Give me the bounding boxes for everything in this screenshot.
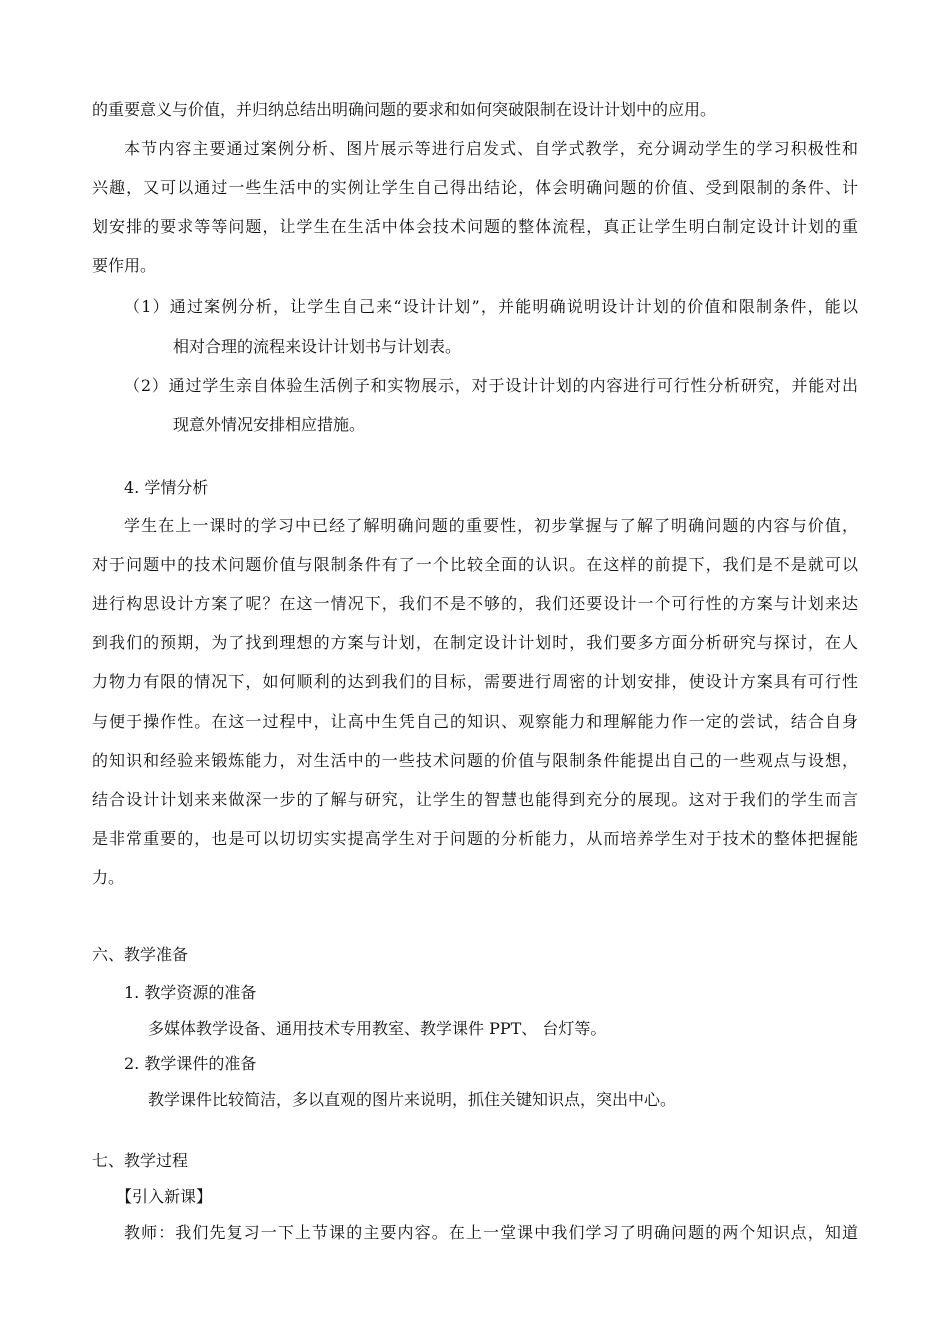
subheading-resources: 1. 教学资源的准备 bbox=[124, 983, 257, 1002]
section-heading-process: 七、教学过程 bbox=[92, 1151, 189, 1170]
teacher-line: 教师：我们先复习一下上节课的主要内容。在上一堂课中我们学习了明确问题的两个知识点，知道 bbox=[124, 1223, 858, 1242]
subheading-courseware: 2. 教学课件的准备 bbox=[124, 1054, 257, 1073]
subheading-new-lesson: 【引入新课】 bbox=[116, 1187, 213, 1206]
content-paragraph-line-3: 划安排的要求等等问题，让学生在生活中体会技术问题的整体流程，真正让学生明白制定设计计划的重 bbox=[92, 217, 858, 236]
learner-analysis-line-6: 与便于操作性。在这一过程中，让高中生凭自己的知识、观察能力和理解能力作一定的尝试，结合自身 bbox=[92, 712, 858, 731]
learner-analysis-line-7: 的知识和经验来锻炼能力，对生活中的一些技术问题的价值与限制条件能提出自己的一些观点与设想， bbox=[92, 751, 858, 770]
goal-item-2-line-2: 现意外情况安排相应措施。 bbox=[173, 415, 366, 434]
content-paragraph-line-1: 本节内容主要通过案例分析、图片展示等进行启发式、自学式教学，充分调动学生的学习积极性和 bbox=[124, 139, 858, 158]
intro-line-1: 的重要意义与价值，并归纳总结出明确问题的要求和如何突破限制在设计计划中的应用。 bbox=[92, 100, 717, 119]
learner-analysis-line-8: 结合设计计划来来做深一步的了解与研究，让学生的智慧也能得到充分的展现。这对于我们的学生而言 bbox=[92, 790, 858, 809]
goal-item-1-line-1: （1）通过案例分析，让学生自己来“设计计划”，并能明确说明设计计划的价值和限制条件，能以 bbox=[124, 297, 858, 316]
learner-analysis-line-5: 力物力有限的情况下，如何顺利的达到我们的目标，需要进行周密的计划安排，使设计方案具有可行性 bbox=[92, 672, 858, 691]
section-heading-preparation: 六、教学准备 bbox=[92, 945, 189, 964]
content-paragraph-line-2: 兴趣，又可以通过一些生活中的实例让学生自己得出结论，体会明确问题的价值、受到限制的条件、计 bbox=[92, 178, 858, 197]
courseware-text: 教学课件比较简洁，多以直观的图片来说明，抓住关键知识点，突出中心。 bbox=[148, 1090, 677, 1109]
content-paragraph-line-4: 要作用。 bbox=[92, 256, 157, 275]
section-heading-learner-analysis: 4. 学情分析 bbox=[124, 478, 209, 497]
resources-text: 多媒体教学设备、通用技术专用教室、教学课件 PPT、 台灯等。 bbox=[148, 1019, 607, 1038]
learner-analysis-line-1: 学生在上一课时的学习中已经了解明确问题的重要性，初步掌握与了解了明确问题的内容与价值， bbox=[124, 516, 858, 535]
learner-analysis-line-3: 进行构思设计方案了呢？在这一情况下，我们不是不够的，我们还要设计一个可行性的方案与计划来达 bbox=[92, 594, 858, 613]
learner-analysis-line-10: 力。 bbox=[92, 868, 125, 887]
goal-item-2-line-1: （2）通过学生亲自体验生活例子和实物展示，对于设计计划的内容进行可行性分析研究，并能对出 bbox=[124, 376, 858, 395]
learner-analysis-line-4: 到我们的预期，为了找到理想的方案与计划，在制定设计计划时，我们要多方面分析研究与探讨，在人 bbox=[92, 633, 858, 652]
goal-item-1-line-2: 相对合理的流程来设计计划书与计划表。 bbox=[173, 337, 462, 356]
learner-analysis-line-9: 是非常重要的，也是可以切切实实提高学生对于问题的分析能力，从而培养学生对于技术的整体把握能 bbox=[92, 829, 858, 848]
learner-analysis-line-2: 对于问题中的技术问题价值与限制条件有了一个比较全面的认识。在这样的前提下，我们是不是就可以 bbox=[92, 555, 858, 574]
